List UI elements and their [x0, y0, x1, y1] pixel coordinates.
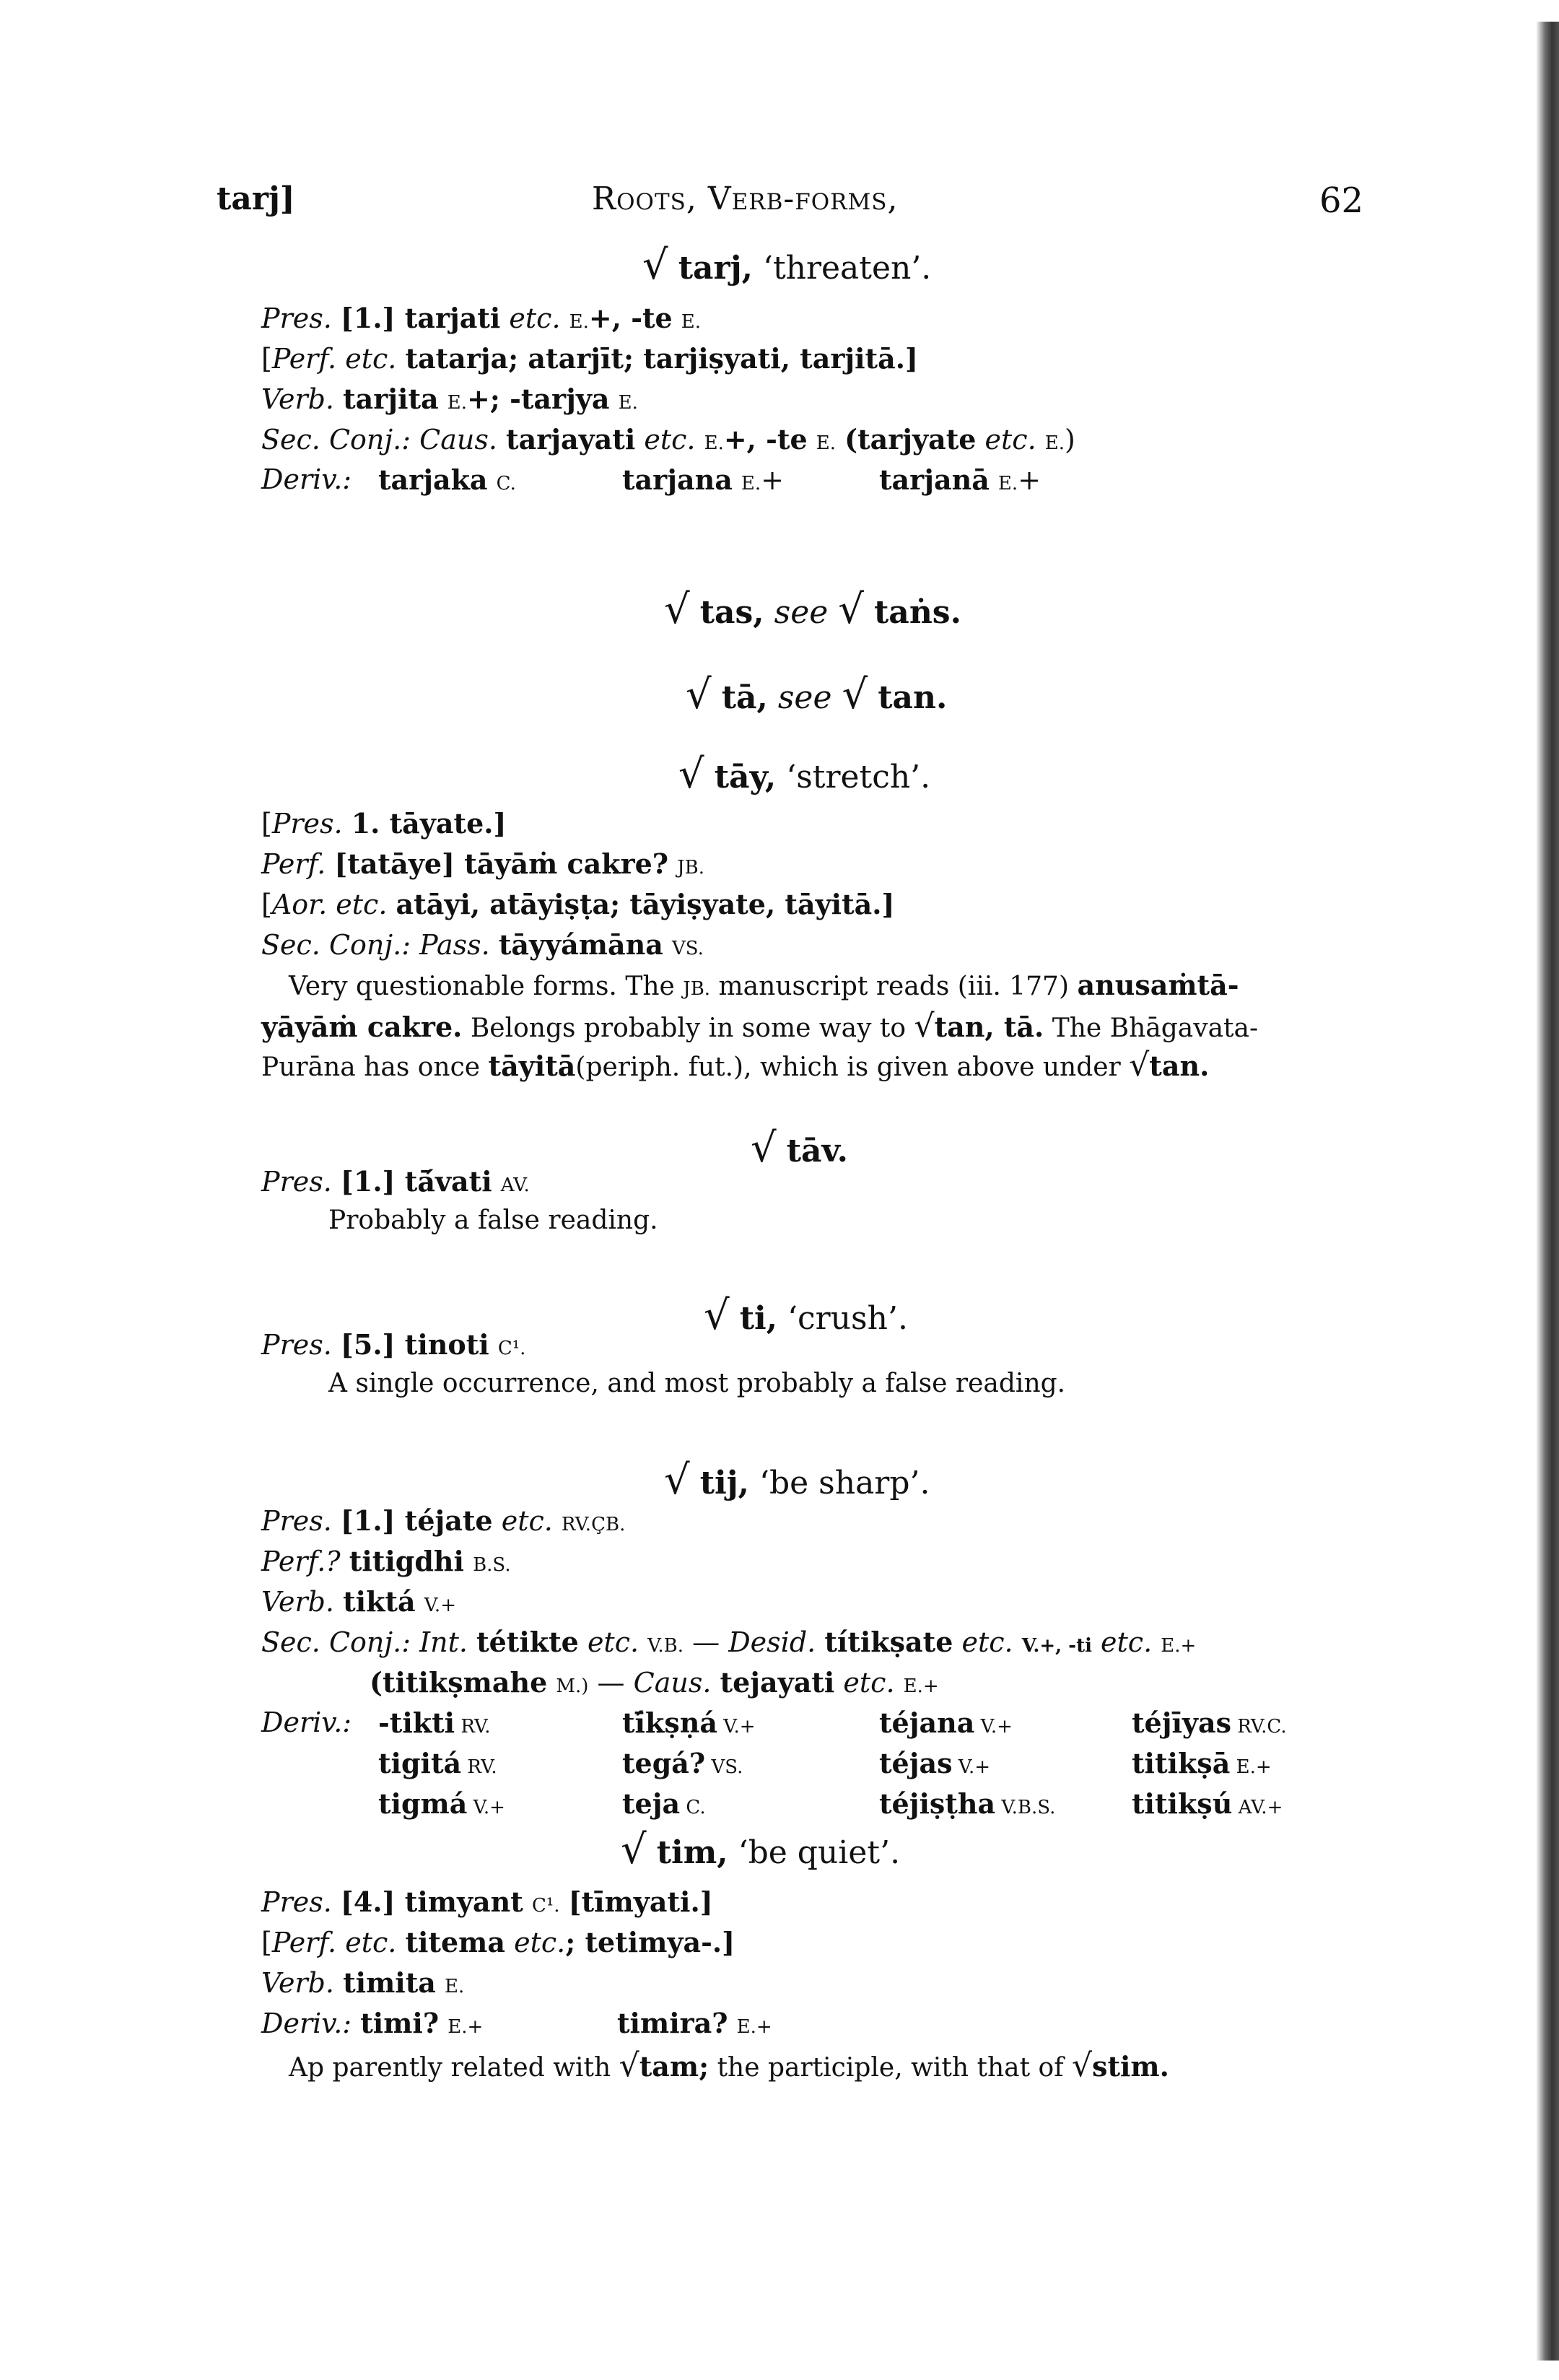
tim-deriv-line: Deriv.: timi? E.+ — [261, 2007, 484, 2039]
ti-pres-line: Pres. [5.] tinoti C¹. — [261, 1328, 526, 1361]
tay-perf-line: Perf. [tatāye] tāyāṁ cakre? JB. — [261, 847, 704, 880]
tij-deriv-cell — [378, 1747, 497, 1779]
deriv-source: V.+ — [974, 1716, 1013, 1738]
tij-deriv-cell — [378, 1706, 491, 1739]
deriv-source: V.+ — [952, 1756, 991, 1778]
tarj-deriv-3: tarjanā E.+ — [879, 463, 1041, 496]
deriv-source: RV. — [461, 1756, 497, 1778]
tay-pres-line: [Pres. 1. tāyate.] — [261, 807, 507, 840]
deriv-source: V.+ — [717, 1716, 756, 1738]
root-sign-icon: √ — [1129, 1047, 1150, 1084]
deriv-word: téjīyas — [1132, 1706, 1232, 1739]
tij-deriv-cell — [622, 1747, 743, 1779]
tim-perf-line: [Perf. etc. titema etc.; tetimya-.] — [261, 1926, 735, 1958]
tarj-secconj-line: Sec. Conj.: Caus. tarjayati etc. E.+, -te E. (tarjyate etc. E.) — [261, 423, 1075, 455]
root-sign-icon: √ — [751, 1125, 777, 1172]
root-sign-icon: √ — [1072, 2047, 1093, 2084]
tij-secconj-line: Sec. Conj.: Int. tétikte etc. V.B. — Desid. títikṣate etc. V.+, -ti etc. E.+ — [261, 1626, 1197, 1658]
tay-note-line-3: Purāna has once tāyitā(periph. fut.), which is given above under √tan. — [261, 1047, 1210, 1084]
tij-pres-line: Pres. [1.] téjate etc. RV.ÇB. — [261, 1504, 626, 1537]
tij-perf-line: Perf.? titigdhi B.S. — [261, 1545, 511, 1577]
deriv-word: tī́kṣṇá — [622, 1706, 717, 1739]
tay-secconj-line: Sec. Conj.: Pass. tāyyámāna VS. — [261, 928, 704, 961]
deriv-word: tigmá — [378, 1787, 468, 1820]
deriv-word: -tikti — [378, 1706, 455, 1739]
deriv-word: téjana — [879, 1706, 975, 1739]
book-spine-edge — [1536, 22, 1559, 2361]
root-sign-icon: √ — [664, 1457, 690, 1504]
tij-deriv-cell — [1132, 1747, 1272, 1779]
root-sign-icon: √ — [621, 1826, 647, 1873]
tarj-deriv-label: Deriv.: — [261, 463, 352, 495]
tim-note: Ap parently related with √tam; the participle, with that of √stim. — [289, 2047, 1169, 2084]
tarj-pres-line: Pres. [1.] tarjati etc. E.+, -te E. — [261, 302, 702, 334]
running-head-left: tarj] — [217, 180, 295, 217]
root-sign-icon: √ — [842, 671, 868, 718]
tav-pres-line: Pres. [1.] tā́vati AV. — [261, 1165, 530, 1198]
tij-deriv-cell — [879, 1787, 1055, 1820]
tij-verb-line: Verb. tiktá V.+ — [261, 1585, 456, 1618]
deriv-word: titikṣú — [1132, 1787, 1233, 1820]
tij-deriv-cell — [1132, 1787, 1283, 1820]
deriv-word: téjas — [879, 1747, 953, 1779]
tij-deriv-cell — [622, 1787, 706, 1820]
tij-deriv-label: Deriv.: — [261, 1706, 352, 1738]
tij-deriv-cell — [378, 1787, 505, 1820]
root-sign-icon: √ — [619, 2047, 639, 2084]
deriv-word: téjiṣṭha — [879, 1787, 996, 1820]
deriv-source: RV. — [455, 1716, 491, 1738]
tay-note-line-2: yāyāṁ cakre. Belongs probably in some way to √tan, tā. The Bhāgavata- — [261, 1008, 1259, 1045]
tarj-perf-line: [Perf. etc. tatarja; atarjīt; tarjiṣyati, tarjitā.] — [261, 342, 918, 375]
tav-note: Probably a false reading. — [328, 1206, 658, 1235]
tim-verb-line: Verb. timita E. — [261, 1966, 465, 1999]
tay-note-line-1: Very questionable forms. The JB. manuscript reads (iii. 177) anusaṁtā- — [289, 969, 1239, 1001]
deriv-source: C. — [680, 1797, 706, 1818]
entry-heading-tarj: √ tarj, ‘threaten’. — [642, 242, 932, 289]
deriv-word: titikṣā — [1132, 1747, 1231, 1779]
page-number: 62 — [1319, 180, 1364, 221]
root-sign-icon: √ — [664, 586, 690, 633]
deriv-source: E.+ — [1230, 1756, 1272, 1778]
tarj-deriv-1: tarjaka C. — [378, 463, 516, 496]
entry-heading-tas: √ tas, see √ taṅs. — [664, 586, 961, 633]
ti-note: A single occurrence, and most probably a false reading. — [328, 1369, 1066, 1398]
deriv-source: V.B.S. — [995, 1797, 1056, 1818]
entry-heading-tim: √ tim, ‘be quiet’. — [621, 1826, 901, 1873]
tij-deriv-cell — [622, 1706, 756, 1739]
root-sign-icon: √ — [838, 586, 864, 633]
root-sign-icon: √ — [642, 242, 668, 289]
tay-aor-line: [Aor. etc. atāyi, atāyiṣṭa; tāyiṣyate, tāyitā.] — [261, 888, 895, 920]
root-sign-icon: √ — [686, 671, 712, 718]
deriv-source: V.+ — [467, 1797, 505, 1818]
entry-heading-ti: √ ti, ‘crush’. — [704, 1292, 908, 1339]
deriv-source: RV.C. — [1231, 1716, 1287, 1738]
tim-pres-line: Pres. [4.] timyant C¹. [tīmyati.] — [261, 1886, 713, 1918]
root-sign-icon: √ — [914, 1008, 935, 1045]
deriv-source: AV.+ — [1232, 1797, 1283, 1818]
tij-caus-line: (titikṣmahe M.) — Caus. tejayati etc. E.+ — [370, 1666, 939, 1699]
entry-heading-tij: √ tij, ‘be sharp’. — [664, 1457, 930, 1504]
tarj-verb-line: Verb. tarjita E.+; -tarjya E. — [261, 383, 638, 415]
tij-deriv-cell — [879, 1706, 1013, 1739]
deriv-word: teja — [622, 1787, 681, 1820]
root-sign-icon: √ — [678, 751, 704, 798]
running-head-title: Roots, Verb-forms, — [592, 180, 899, 217]
entry-heading-ta: √ tā, see √ tan. — [686, 671, 948, 718]
tij-deriv-cell — [879, 1747, 990, 1779]
entry-heading-tav: √ tāv. — [751, 1125, 848, 1172]
deriv-word: tegá? — [622, 1747, 706, 1779]
tij-deriv-cell — [1132, 1706, 1287, 1739]
root-sign-icon: √ — [704, 1292, 730, 1339]
entry-heading-tay: √ tāy, ‘stretch’. — [678, 751, 931, 798]
tarj-deriv-2: tarjana E.+ — [622, 463, 785, 496]
deriv-source: VS. — [705, 1756, 743, 1778]
tim-deriv-2: timira? E.+ — [617, 2007, 772, 2039]
deriv-word: tigitá — [378, 1747, 462, 1779]
